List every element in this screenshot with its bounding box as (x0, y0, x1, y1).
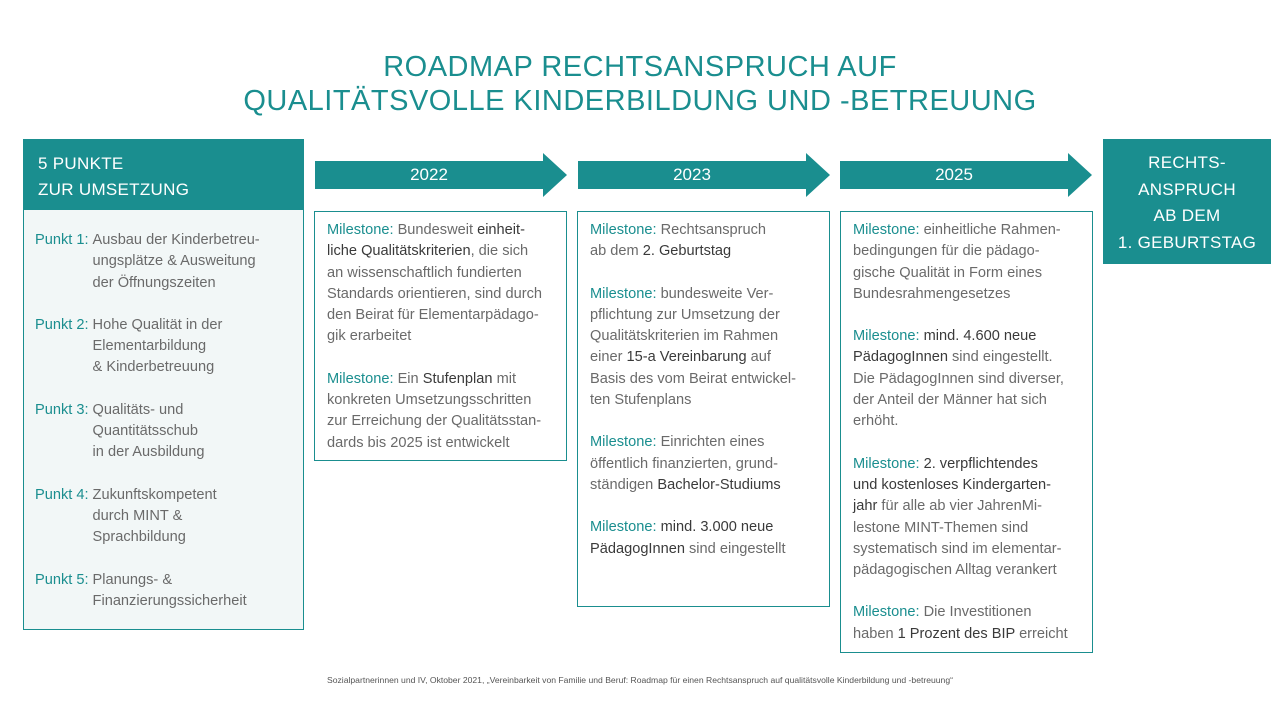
milestone-text: zur Erreichung der Qualitätsstan- (327, 413, 542, 430)
milestone-highlight: 15-a Vereinbarung (626, 349, 747, 366)
milestone-text: erhöht. (853, 413, 899, 430)
milestone-highlight: PädagogInnen (590, 540, 685, 557)
milestone-text: pflichtung zur Umsetzung der (590, 306, 780, 323)
point-item (35, 230, 297, 294)
milestone-text: Basis des vom Beirat entwickel- (590, 370, 797, 387)
milestone-label: Milestone: (853, 328, 920, 345)
milestone-line (853, 347, 1082, 368)
point-text (93, 315, 223, 379)
milestone-box-2023 (577, 211, 830, 607)
milestone-highlight: 1 Prozent des BIP (897, 625, 1016, 642)
milestone-text: bedingungen für die pädago- (853, 243, 1040, 260)
milestone (590, 284, 819, 412)
point-item (35, 400, 297, 464)
year-arrow-2025 (840, 153, 1092, 197)
milestone-line (327, 284, 556, 305)
milestone-text: den Beirat für Elementarpädago- (327, 307, 539, 324)
milestone (853, 454, 1082, 582)
point-text-line: ungsplätze & Ausweitung (92, 253, 256, 270)
milestone-line (590, 305, 819, 326)
point-item (35, 570, 297, 613)
milestone-highlight: 2. Geburtstag (642, 243, 732, 260)
milestone-line (590, 390, 819, 411)
milestone-text: ten Stufenplans (590, 392, 692, 409)
milestone-highlight: jahr (853, 498, 878, 515)
milestone (590, 517, 819, 560)
milestone-label: Milestone: (590, 434, 657, 451)
point-label: Punkt 4: (35, 486, 89, 503)
milestone-highlight: mind. 4.600 neue (923, 328, 1037, 345)
milestone (853, 326, 1082, 432)
milestone-text: mit (492, 370, 517, 387)
milestone-line (853, 220, 1082, 241)
milestone-highlight: und kostenloses Kindergarten- (853, 476, 1051, 493)
point-text-line: der Öffnungszeiten (92, 274, 216, 291)
milestone-text: , die sich (470, 243, 529, 260)
milestone-highlight: 2. verpflichtendes (923, 455, 1038, 472)
point-item (35, 485, 297, 549)
milestone-text: lestone MINT-Themen sind (853, 519, 1029, 536)
point-text (93, 570, 247, 613)
title-line-2: QUALITÄTSVOLLE KINDERBILDUNG UND -BETREUUNG (243, 85, 1037, 117)
milestone-line (327, 433, 556, 454)
milestone-text: auf (746, 349, 771, 366)
milestone-box-2025 (840, 211, 1093, 653)
point-text-line: Sprachbildung (92, 529, 186, 546)
milestone-line (327, 241, 556, 262)
point-text-line: Qualitäts- und (92, 401, 184, 418)
milestone-text: der Anteil der Männer hat sich (853, 392, 1047, 409)
point-label: Punkt 5: (35, 571, 89, 588)
point-text-line: Elementarbildung (92, 338, 207, 355)
milestone-line (327, 220, 556, 241)
milestone-line (853, 602, 1082, 623)
milestone-line (853, 411, 1082, 432)
milestone-label: Milestone: (327, 370, 394, 387)
milestone-line (590, 220, 819, 241)
point-text (93, 230, 260, 294)
milestone-line (853, 454, 1082, 475)
legal-claim-line: ANSPRUCH (1138, 179, 1236, 199)
milestone-text: pädagogischen Alltag verankert (853, 562, 1057, 579)
milestone-text: gik erarbeitet (327, 328, 412, 345)
milestone-text: Qualitätskriterien im Rahmen (590, 328, 779, 345)
milestone-text: an wissenschaftlich fundierten (327, 264, 522, 281)
milestone-text: ab dem (590, 243, 643, 260)
milestone-line (853, 284, 1082, 305)
point-text-line: Hohe Qualität in der (92, 316, 223, 333)
milestone-text: konkreten Umsetzungsschritten (327, 392, 532, 409)
milestone-line (590, 454, 819, 475)
milestone-line (590, 517, 819, 538)
milestone-line (327, 390, 556, 411)
milestone-label: Milestone: (590, 285, 657, 302)
milestone-text: Rechtsanspruch (656, 222, 767, 238)
milestone (327, 369, 556, 454)
point-label: Punkt 2: (35, 316, 89, 333)
milestone-text: gische Qualität in Form eines (853, 264, 1042, 281)
point-text (93, 485, 217, 549)
source-citation: Sozialpartnerinnen und IV, Oktober 2021, „Vereinbarkeit von Familie und Beruf: Roadmap für einen Rechtsanspruch auf qualitätsvolle Kinderbildung und -betreuung“ (327, 675, 953, 685)
milestone-highlight: Bachelor-Studiums (657, 476, 781, 493)
milestone-line (327, 369, 556, 390)
milestone-line (853, 560, 1082, 581)
milestone-text: einer (590, 349, 627, 366)
milestone-text: für alle ab vier JahrenMi- (877, 498, 1042, 515)
milestone (590, 432, 819, 496)
milestone-label: Milestone: (853, 222, 920, 238)
milestone (327, 220, 556, 348)
milestone-text: bundesweite Ver- (656, 285, 774, 302)
year-label-2025: 2025 (935, 165, 973, 184)
points-heading-line-2: ZUR UMSETZUNG (38, 180, 190, 199)
milestone-text: Bundesrahmengesetzes (853, 285, 1011, 302)
points-panel (23, 210, 304, 630)
milestone-text: öffentlich finanzierten, grund- (590, 455, 778, 472)
milestone-text: dards bis 2025 ist entwickelt (327, 434, 510, 451)
milestone-line (853, 390, 1082, 411)
legal-claim-line: 1. GEBURTSTAG (1117, 232, 1257, 252)
milestone-line (590, 432, 819, 453)
milestone-text: einheitliche Rahmen- (919, 222, 1061, 238)
milestone-box-2022 (314, 211, 567, 461)
milestone-line (853, 263, 1082, 284)
milestone-line (853, 475, 1082, 496)
points-heading-line-1: 5 PUNKTE (38, 154, 124, 173)
year-label-2023: 2023 (673, 165, 711, 184)
milestone-label: Milestone: (327, 222, 394, 238)
milestone-label: Milestone: (590, 222, 657, 238)
milestone-text: Bundesweit (393, 222, 478, 238)
milestone-line (327, 305, 556, 326)
point-text-line: in der Ausbildung (92, 444, 205, 461)
milestone (853, 220, 1082, 305)
point-text-line: Zukunftskompetent (92, 486, 217, 503)
title-line-1: ROADMAP RECHTSANSPRUCH AUF (383, 51, 897, 83)
legal-claim-box (1103, 139, 1271, 264)
milestone-text: systematisch sind im elementar- (853, 540, 1062, 557)
milestone-line (590, 347, 819, 368)
milestone-line (853, 496, 1082, 517)
page-title (0, 50, 1280, 118)
milestone-line (590, 241, 819, 262)
point-text-line: Planungs- & (92, 571, 173, 588)
milestone-line (590, 475, 819, 496)
milestone-line (590, 539, 819, 560)
milestone-text: Ein (393, 370, 423, 387)
point-text-line: Ausbau der Kinderbetreu- (92, 232, 260, 248)
points-heading (23, 139, 304, 210)
milestone-line (853, 539, 1082, 560)
milestone-line (853, 326, 1082, 347)
milestone (853, 602, 1082, 645)
milestone (590, 220, 819, 263)
milestone-line (853, 369, 1082, 390)
point-text-line: Finanzierungssicherheit (92, 592, 247, 609)
legal-claim-line: AB DEM (1153, 206, 1221, 225)
milestone-line (853, 241, 1082, 262)
milestone-label: Milestone: (590, 519, 657, 536)
milestone-line (853, 518, 1082, 539)
milestone-label: Milestone: (853, 455, 920, 472)
milestone-text: haben (853, 625, 898, 642)
milestone-text: sind eingestellt. (947, 349, 1053, 366)
point-item (35, 315, 297, 379)
milestone-line (590, 284, 819, 305)
year-label-2022: 2022 (410, 165, 448, 184)
point-label: Punkt 1: (35, 232, 89, 248)
legal-claim-line: RECHTS- (1148, 153, 1226, 172)
year-arrow-2023 (578, 153, 830, 197)
milestone-text: sind eingestellt (684, 540, 786, 557)
milestone-text: Standards orientieren, sind durch (327, 285, 542, 302)
milestone-line (327, 326, 556, 347)
milestone-highlight: Stufenplan (422, 370, 493, 387)
milestone-text: Die Investitionen (919, 604, 1032, 621)
milestone-text: ständigen (590, 476, 658, 493)
point-text-line: & Kinderbetreuung (92, 359, 215, 376)
milestone-label: Milestone: (853, 604, 920, 621)
milestone-line (327, 411, 556, 432)
milestone-line (590, 326, 819, 347)
point-text-line: Quantitätsschub (92, 423, 199, 440)
milestone-line (327, 263, 556, 284)
point-text-line: durch MINT & (92, 507, 183, 524)
milestone-highlight: PädagogInnen (853, 349, 948, 366)
milestone-line (590, 369, 819, 390)
milestone-text: Einrichten eines (656, 434, 765, 451)
point-label: Punkt 3: (35, 401, 89, 418)
milestone-highlight: einheit- (477, 222, 525, 238)
point-text (93, 400, 205, 464)
milestone-text: Die PädagogInnen sind diverser, (853, 370, 1064, 387)
milestone-highlight: liche Qualitätskriterien (327, 243, 471, 260)
milestone-line (853, 624, 1082, 645)
year-arrow-2022 (315, 153, 567, 197)
milestone-text: erreicht (1015, 625, 1068, 642)
milestone-highlight: mind. 3.000 neue (660, 519, 774, 536)
